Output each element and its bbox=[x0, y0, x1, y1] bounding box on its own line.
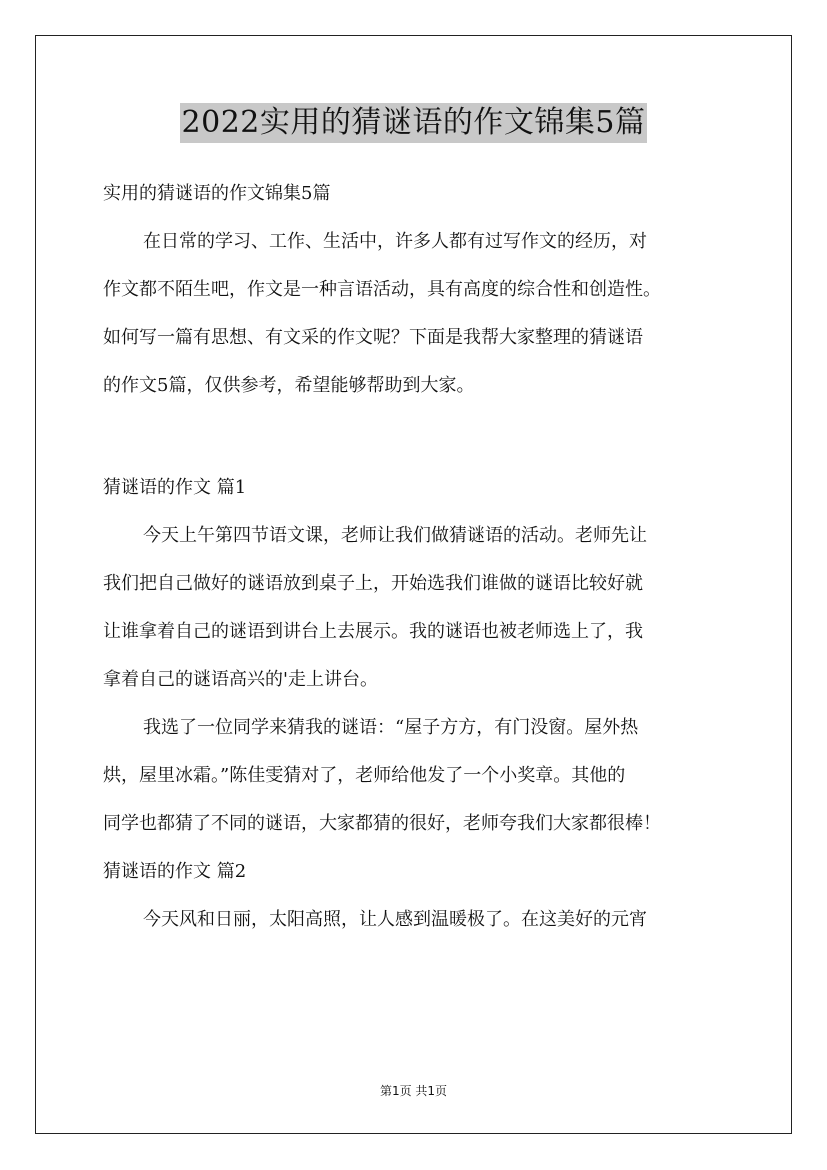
section-heading: 猜谜语的作文 篇2 bbox=[103, 861, 247, 882]
subtitle: 实用的猜谜语的作文锦集5篇 bbox=[103, 183, 331, 204]
document-title: 2022实用的猜谜语的作文锦集5篇 bbox=[180, 103, 648, 143]
paragraph-line: 作文都不陌生吧，作文是一种言语活动，具有高度的综合性和创造性。 bbox=[103, 279, 661, 300]
paragraph-line: 烘，屋里冰霜。”陈佳雯猜对了，老师给他发了一个小奖章。其他的 bbox=[103, 765, 626, 786]
paragraph-line: 拿着自己的谜语高兴的'走上讲台。 bbox=[103, 669, 378, 690]
paragraph-line: 的作文5篇，仅供参考，希望能够帮助到大家。 bbox=[103, 375, 475, 396]
paragraph-line: 今天上午第四节语文课，老师让我们做猜谜语的活动。老师先让 bbox=[143, 525, 647, 546]
paragraph-line: 今天风和日丽，太阳高照，让人感到温暖极了。在这美好的元宵 bbox=[143, 909, 647, 930]
paragraph-line: 让谁拿着自己的谜语到讲台上去展示。我的谜语也被老师选上了，我 bbox=[103, 621, 643, 642]
paragraph-line: 我选了一位同学来猜我的谜语：“屋子方方，有门没窗。屋外热 bbox=[143, 717, 639, 738]
title-container bbox=[0, 103, 827, 143]
document-body bbox=[103, 170, 743, 944]
paragraph-line: 如何写一篇有思想、有文采的作文呢？下面是我帮大家整理的猜谜语 bbox=[103, 327, 643, 348]
section-heading: 猜谜语的作文 篇1 bbox=[103, 477, 247, 498]
paragraph-line: 在日常的学习、工作、生活中，许多人都有过写作文的经历，对 bbox=[143, 231, 647, 252]
paragraph-line: 同学也都猜了不同的谜语，大家都猜的很好，老师夸我们大家都很棒！ bbox=[103, 813, 661, 834]
paragraph-line: 我们把自己做好的谜语放到桌子上，开始选我们谁做的谜语比较好就 bbox=[103, 573, 643, 594]
page-footer: 第1页 共1页 bbox=[379, 1084, 448, 1098]
spacer bbox=[103, 410, 743, 464]
